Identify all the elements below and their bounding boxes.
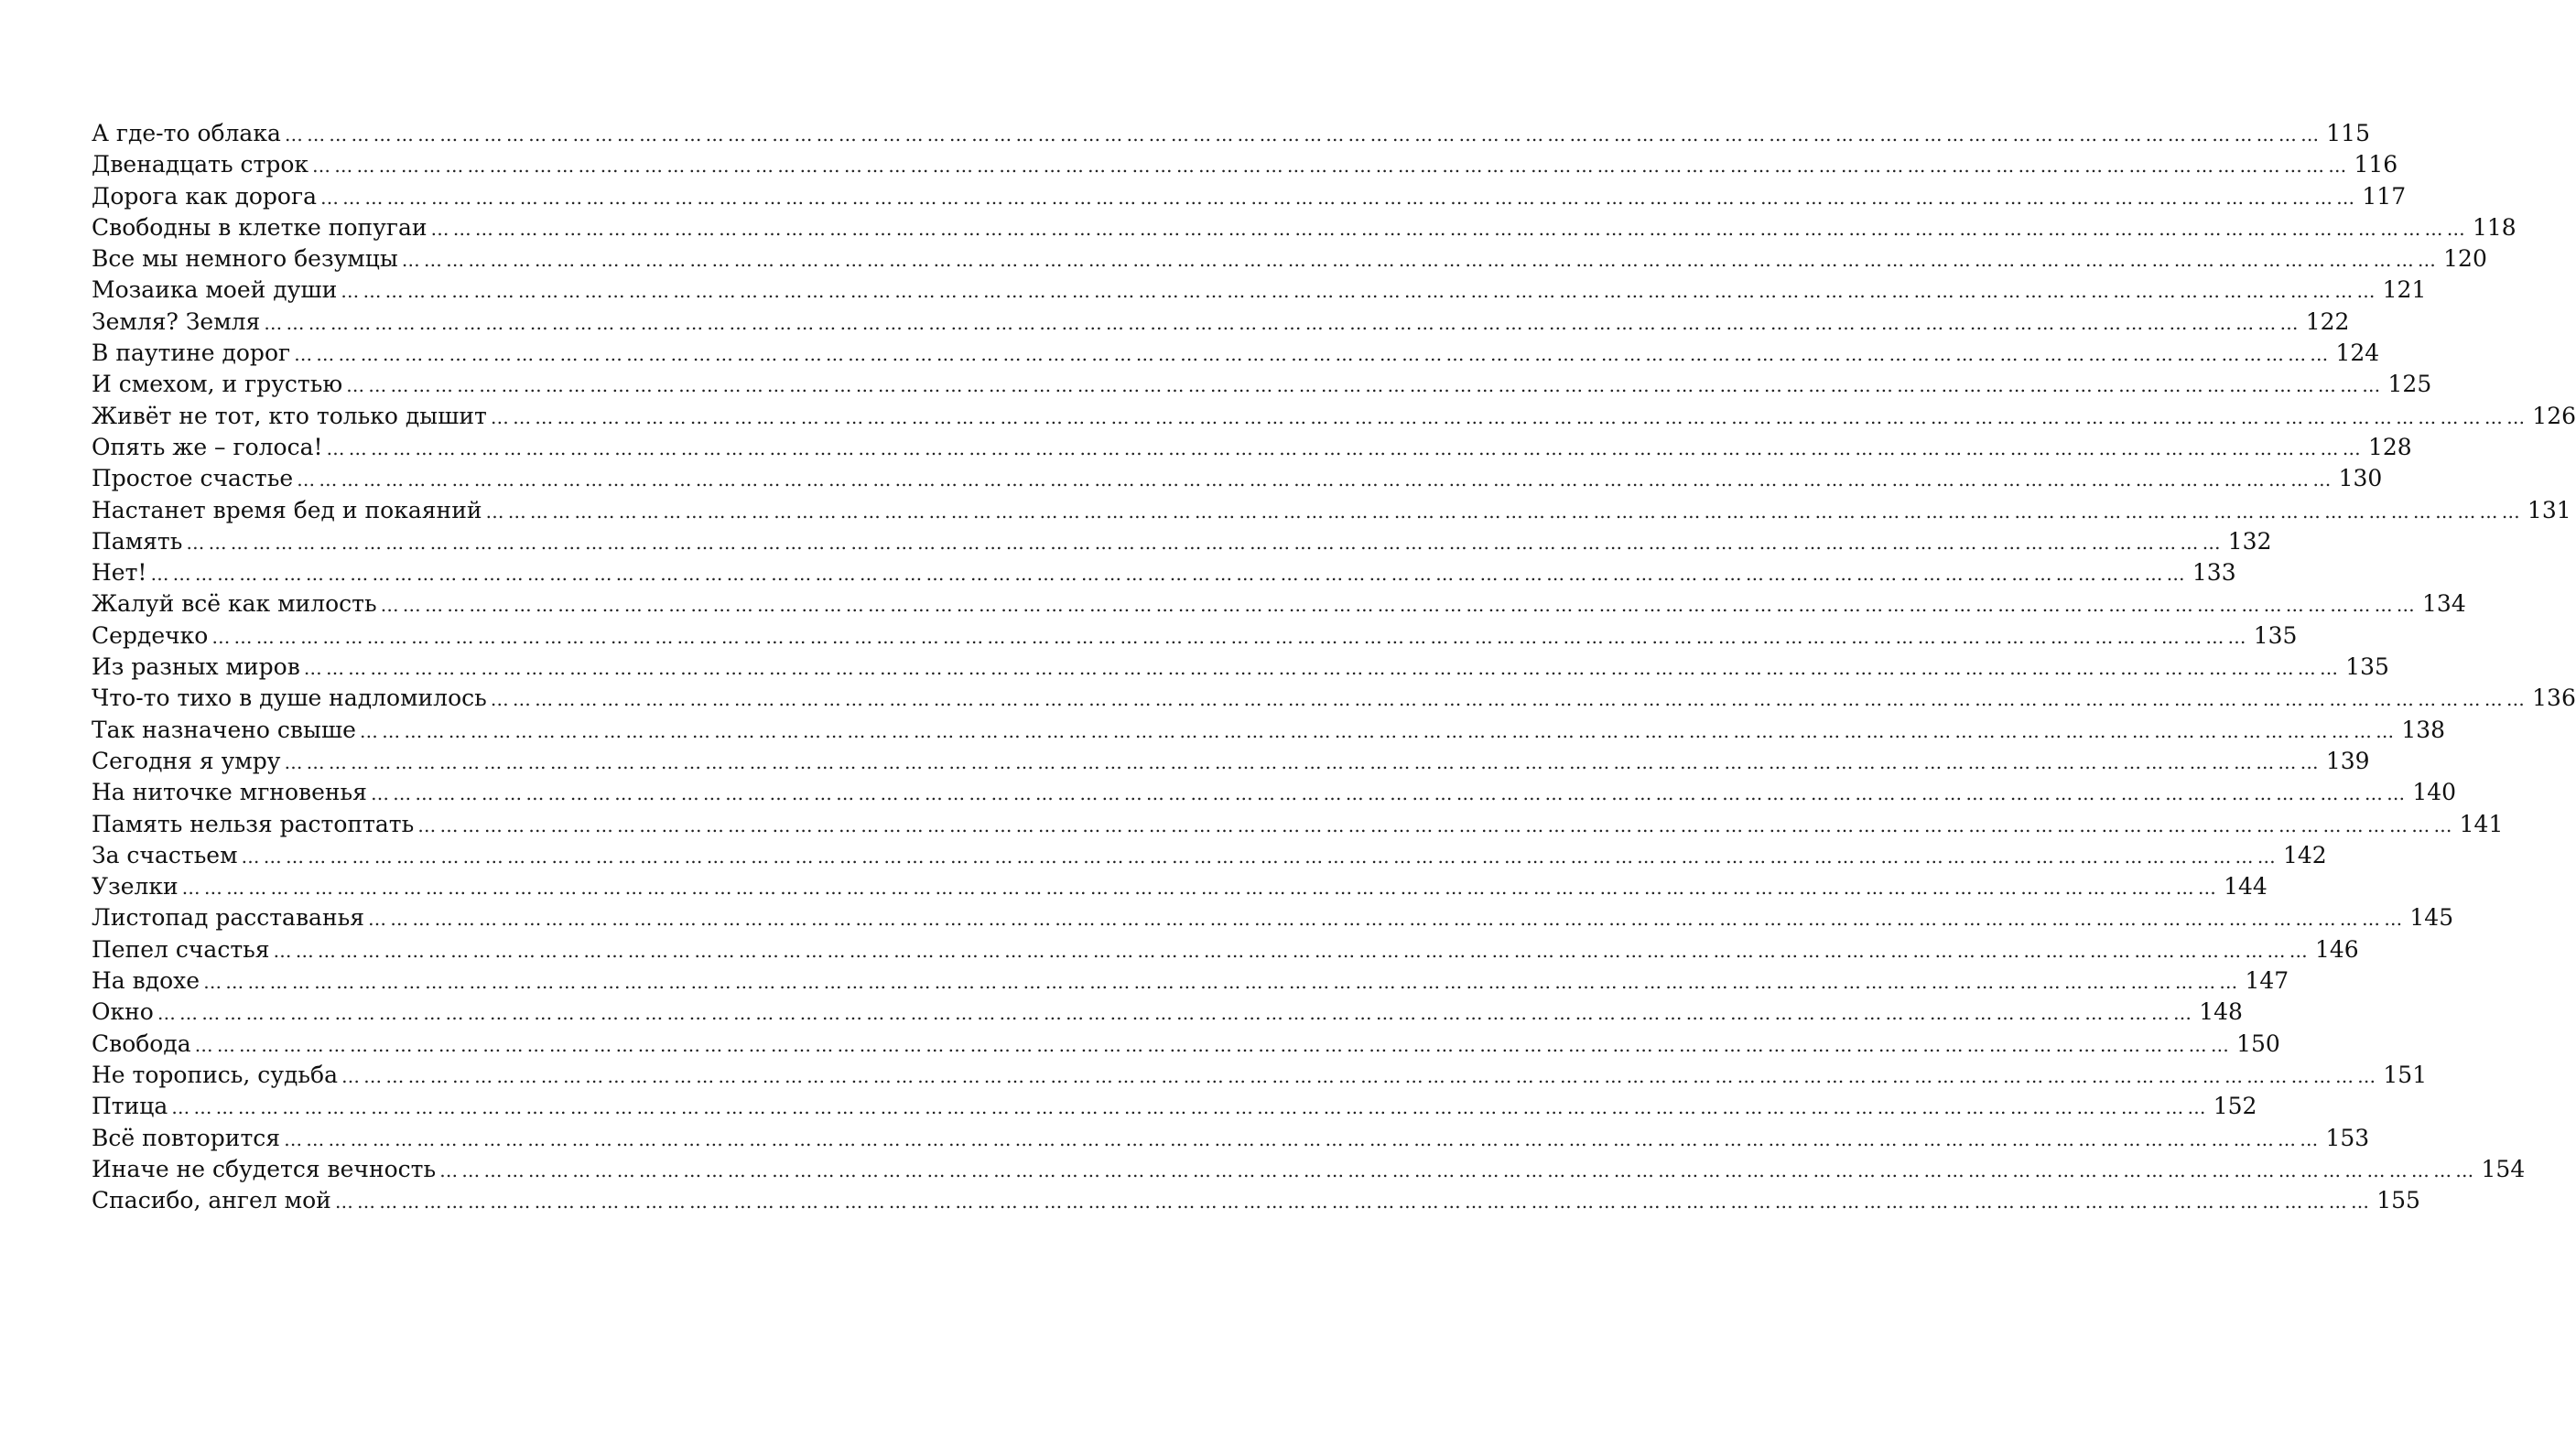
- toc-dot-leader: ……………………………………………………………………………………………………………………………………………………………………………………………………………………………………………………: [241, 845, 2279, 868]
- toc-entry-page: 151: [2383, 1061, 2428, 1088]
- toc-entry-page: 140: [2412, 779, 2457, 806]
- table-of-contents: [92, 120, 2576, 1218]
- toc-dot-leader: ……………………………………………………………………………………………………………………………………………………………………………………………………………………………………………………: [284, 1127, 2322, 1150]
- toc-entry: [92, 841, 2327, 873]
- toc-entry-title: Земля? Земля: [92, 307, 261, 335]
- toc-entry-page: 132: [2227, 527, 2272, 555]
- toc-entry-title: Двенадцать строк: [92, 151, 309, 178]
- toc-entry-page: 122: [2305, 307, 2350, 335]
- toc-entry: [92, 1187, 2420, 1218]
- toc-dot-leader: ……………………………………………………………………………………………………………………………………………………………………………………………………………………………………………………: [368, 908, 2407, 931]
- toc-entry-page: 145: [2409, 904, 2454, 932]
- toc-dot-leader: ……………………………………………………………………………………………………………………………………………………………………………………………………………………………………………………: [485, 500, 2524, 523]
- toc-entry: [92, 371, 2432, 402]
- toc-entry-title: Сердечко: [92, 621, 209, 649]
- toc-dot-leader: ……………………………………………………………………………………………………………………………………………………………………………………………………………………………………………………: [211, 625, 2250, 648]
- toc-dot-leader: ……………………………………………………………………………………………………………………………………………………………………………………………………………………………………………………: [439, 1159, 2478, 1181]
- toc-entry: [92, 213, 2516, 245]
- toc-entry-page: 115: [2326, 120, 2370, 146]
- toc-entry-title: Не торопись, судьба: [92, 1061, 338, 1088]
- toc-entry-title: Свобода: [92, 1030, 191, 1057]
- toc-entry-title: А где-то облака: [92, 120, 281, 146]
- toc-entry-page: 117: [2362, 182, 2407, 210]
- toc-dot-leader: ……………………………………………………………………………………………………………………………………………………………………………………………………………………………………………………: [319, 186, 2359, 209]
- toc-entry-page: 128: [2367, 433, 2412, 460]
- toc-entry-title: Листопад расставанья: [92, 904, 364, 932]
- toc-entry-title: В паутине дорог: [92, 340, 291, 367]
- toc-entry-title: Нет!: [92, 559, 147, 587]
- toc-entry: [92, 527, 2272, 559]
- toc-dot-leader: ……………………………………………………………………………………………………………………………………………………………………………………………………………………………………………………: [341, 280, 2379, 303]
- toc-dot-leader: ……………………………………………………………………………………………………………………………………………………………………………………………………………………………………………………: [490, 688, 2529, 711]
- toc-dot-leader: ……………………………………………………………………………………………………………………………………………………………………………………………………………………………………………………: [359, 719, 2398, 742]
- toc-entry: [92, 1124, 2370, 1156]
- toc-entry-page: 135: [2345, 653, 2389, 681]
- toc-entry: [92, 590, 2466, 621]
- toc-entry: [92, 120, 2370, 151]
- toc-entry: [92, 245, 2487, 276]
- toc-dot-leader: ……………………………………………………………………………………………………………………………………………………………………………………………………………………………………………………: [297, 469, 2335, 491]
- toc-entry-page: 154: [2481, 1155, 2526, 1182]
- toc-dot-leader: ……………………………………………………………………………………………………………………………………………………………………………………………………………………………………………………: [181, 877, 2221, 900]
- toc-entry: [92, 935, 2359, 967]
- toc-dot-leader: ……………………………………………………………………………………………………………………………………………………………………………………………………………………………………………………: [273, 939, 2311, 962]
- toc-entry-title: Все мы немного безумцы: [92, 245, 398, 273]
- toc-dot-leader: ……………………………………………………………………………………………………………………………………………………………………………………………………………………………………………………: [294, 343, 2332, 366]
- toc-entry-page: 155: [2376, 1187, 2420, 1214]
- toc-entry: [92, 621, 2298, 653]
- toc-entry-page: 135: [2253, 621, 2298, 649]
- toc-entry: [92, 496, 2571, 528]
- toc-entry-page: 118: [2472, 213, 2516, 241]
- toc-entry-page: 148: [2199, 998, 2243, 1026]
- toc-dot-leader: ……………………………………………………………………………………………………………………………………………………………………………………………………………………………………………………: [150, 563, 2189, 586]
- toc-dot-leader: ……………………………………………………………………………………………………………………………………………………………………………………………………………………………………………………: [157, 1002, 2196, 1025]
- toc-entry: [92, 465, 2383, 496]
- toc-entry-title: На вдохе: [92, 967, 200, 995]
- toc-entry-page: 124: [2335, 340, 2380, 367]
- toc-entry-page: 116: [2354, 151, 2398, 178]
- toc-entry-title: Сегодня я умру: [92, 747, 281, 774]
- toc-dot-leader: ……………………………………………………………………………………………………………………………………………………………………………………………………………………………………………………: [370, 782, 2409, 805]
- toc-entry-page: 141: [2459, 810, 2504, 837]
- toc-entry-page: 121: [2382, 276, 2427, 304]
- toc-entry-page: 146: [2314, 935, 2359, 963]
- toc-entry-page: 120: [2443, 245, 2487, 273]
- toc-entry: [92, 904, 2454, 935]
- toc-dot-leader: ……………………………………………………………………………………………………………………………………………………………………………………………………………………………………………………: [430, 217, 2469, 240]
- toc-entry-title: Память: [92, 527, 183, 555]
- toc-dot-leader: ……………………………………………………………………………………………………………………………………………………………………………………………………………………………………………………: [194, 1033, 2234, 1056]
- toc-entry: [92, 1155, 2526, 1187]
- toc-entry-page: 152: [2213, 1093, 2257, 1120]
- toc-entry-title: На ниточке мгновенья: [92, 779, 367, 806]
- toc-entry-title: И смехом, и грустью: [92, 371, 343, 398]
- toc-entry-page: 136: [2532, 685, 2576, 712]
- toc-entry-title: Опять же – голоса!: [92, 433, 323, 460]
- toc-dot-leader: ……………………………………………………………………………………………………………………………………………………………………………………………………………………………………………………: [401, 249, 2441, 272]
- toc-entry: [92, 716, 2446, 748]
- toc-entry-page: 131: [2527, 496, 2571, 523]
- toc-entry-title: Пепел счастья: [92, 935, 270, 963]
- toc-entry-title: Иначе не сбудется вечность: [92, 1155, 437, 1182]
- toc-entry: [92, 276, 2427, 307]
- toc-entry-title: Узелки: [92, 873, 179, 900]
- toc-entry-page: 144: [2224, 873, 2268, 900]
- toc-entry-page: 150: [2236, 1030, 2280, 1057]
- toc-entry-title: Живёт не тот, кто только дышит: [92, 402, 487, 429]
- toc-entry-title: Птица: [92, 1093, 168, 1120]
- toc-dot-leader: ……………………………………………………………………………………………………………………………………………………………………………………………………………………………………………………: [417, 814, 2456, 836]
- toc-entry-title: Спасибо, ангел мой: [92, 1187, 331, 1214]
- toc-dot-leader: ……………………………………………………………………………………………………………………………………………………………………………………………………………………………………………………: [326, 437, 2365, 459]
- toc-dot-leader: ……………………………………………………………………………………………………………………………………………………………………………………………………………………………………………………: [186, 531, 2224, 554]
- toc-entry: [92, 998, 2243, 1030]
- toc-entry: [92, 1061, 2428, 1093]
- toc-entry-title: Окно: [92, 998, 154, 1026]
- toc-entry-title: Простое счастье: [92, 465, 294, 492]
- toc-dot-leader: ……………………………………………………………………………………………………………………………………………………………………………………………………………………………………………………: [171, 1096, 2210, 1119]
- toc-entry: [92, 182, 2407, 214]
- toc-entry: [92, 653, 2389, 685]
- toc-entry-title: Свободны в клетке попугаи: [92, 213, 428, 241]
- toc-entry: [92, 559, 2236, 590]
- toc-dot-leader: ……………………………………………………………………………………………………………………………………………………………………………………………………………………………………………………: [203, 971, 2242, 994]
- toc-dot-leader: ……………………………………………………………………………………………………………………………………………………………………………………………………………………………………………………: [303, 657, 2343, 680]
- toc-entry-page: 147: [2245, 967, 2289, 995]
- toc-entry: [92, 810, 2504, 842]
- toc-entry-title: Настанет время бед и покаяний: [92, 496, 482, 523]
- toc-entry-title: Так назначено свыше: [92, 716, 356, 743]
- toc-entry: [92, 402, 2576, 434]
- toc-dot-leader: ……………………………………………………………………………………………………………………………………………………………………………………………………………………………………………………: [341, 1064, 2380, 1087]
- toc-entry-page: 134: [2422, 590, 2466, 618]
- toc-dot-leader: ……………………………………………………………………………………………………………………………………………………………………………………………………………………………………………………: [264, 311, 2302, 334]
- toc-entry: [92, 307, 2350, 340]
- toc-entry-title: Жалуй всё как милость: [92, 590, 377, 618]
- toc-entry-title: Память нельзя растоптать: [92, 810, 415, 837]
- toc-entry-page: 133: [2192, 559, 2236, 587]
- toc-entry: [92, 151, 2398, 182]
- toc-entry-title: Всё повторится: [92, 1124, 281, 1151]
- toc-entry-title: Что-то тихо в душе надломилось: [92, 685, 487, 712]
- toc-entry-page: 125: [2387, 371, 2432, 398]
- toc-dot-leader: ……………………………………………………………………………………………………………………………………………………………………………………………………………………………………………………: [312, 155, 2351, 178]
- toc-entry-title: Дорога как дорога: [92, 182, 317, 210]
- toc-entry: [92, 1093, 2257, 1124]
- toc-entry: [92, 967, 2289, 998]
- toc-dot-leader: ……………………………………………………………………………………………………………………………………………………………………………………………………………………………………………………: [490, 405, 2529, 428]
- toc-entry-title: Из разных миров: [92, 653, 300, 681]
- toc-entry: [92, 340, 2380, 371]
- toc-entry: [92, 433, 2412, 465]
- toc-entry: [92, 873, 2268, 904]
- toc-entry-title: За счастьем: [92, 841, 238, 868]
- toc-entry: [92, 685, 2576, 716]
- toc-entry: [92, 1030, 2280, 1062]
- toc-dot-leader: ……………………………………………………………………………………………………………………………………………………………………………………………………………………………………………………: [284, 124, 2323, 146]
- toc-entry-page: 130: [2338, 465, 2383, 492]
- toc-dot-leader: ……………………………………………………………………………………………………………………………………………………………………………………………………………………………………………………: [380, 594, 2419, 617]
- toc-entry-page: 142: [2282, 841, 2327, 868]
- toc-entry-page: 126: [2532, 402, 2576, 429]
- toc-entry: [92, 779, 2457, 810]
- toc-entry-title: Мозаика моей души: [92, 276, 338, 304]
- toc-dot-leader: ……………………………………………………………………………………………………………………………………………………………………………………………………………………………………………………: [346, 374, 2385, 397]
- toc-entry-page: 139: [2325, 747, 2370, 774]
- toc-dot-leader: ……………………………………………………………………………………………………………………………………………………………………………………………………………………………………………………: [334, 1191, 2374, 1213]
- toc-dot-leader: ……………………………………………………………………………………………………………………………………………………………………………………………………………………………………………………: [284, 750, 2322, 773]
- toc-entry: [92, 747, 2370, 779]
- toc-entry-page: 153: [2325, 1124, 2370, 1151]
- toc-entry-page: 138: [2401, 716, 2446, 743]
